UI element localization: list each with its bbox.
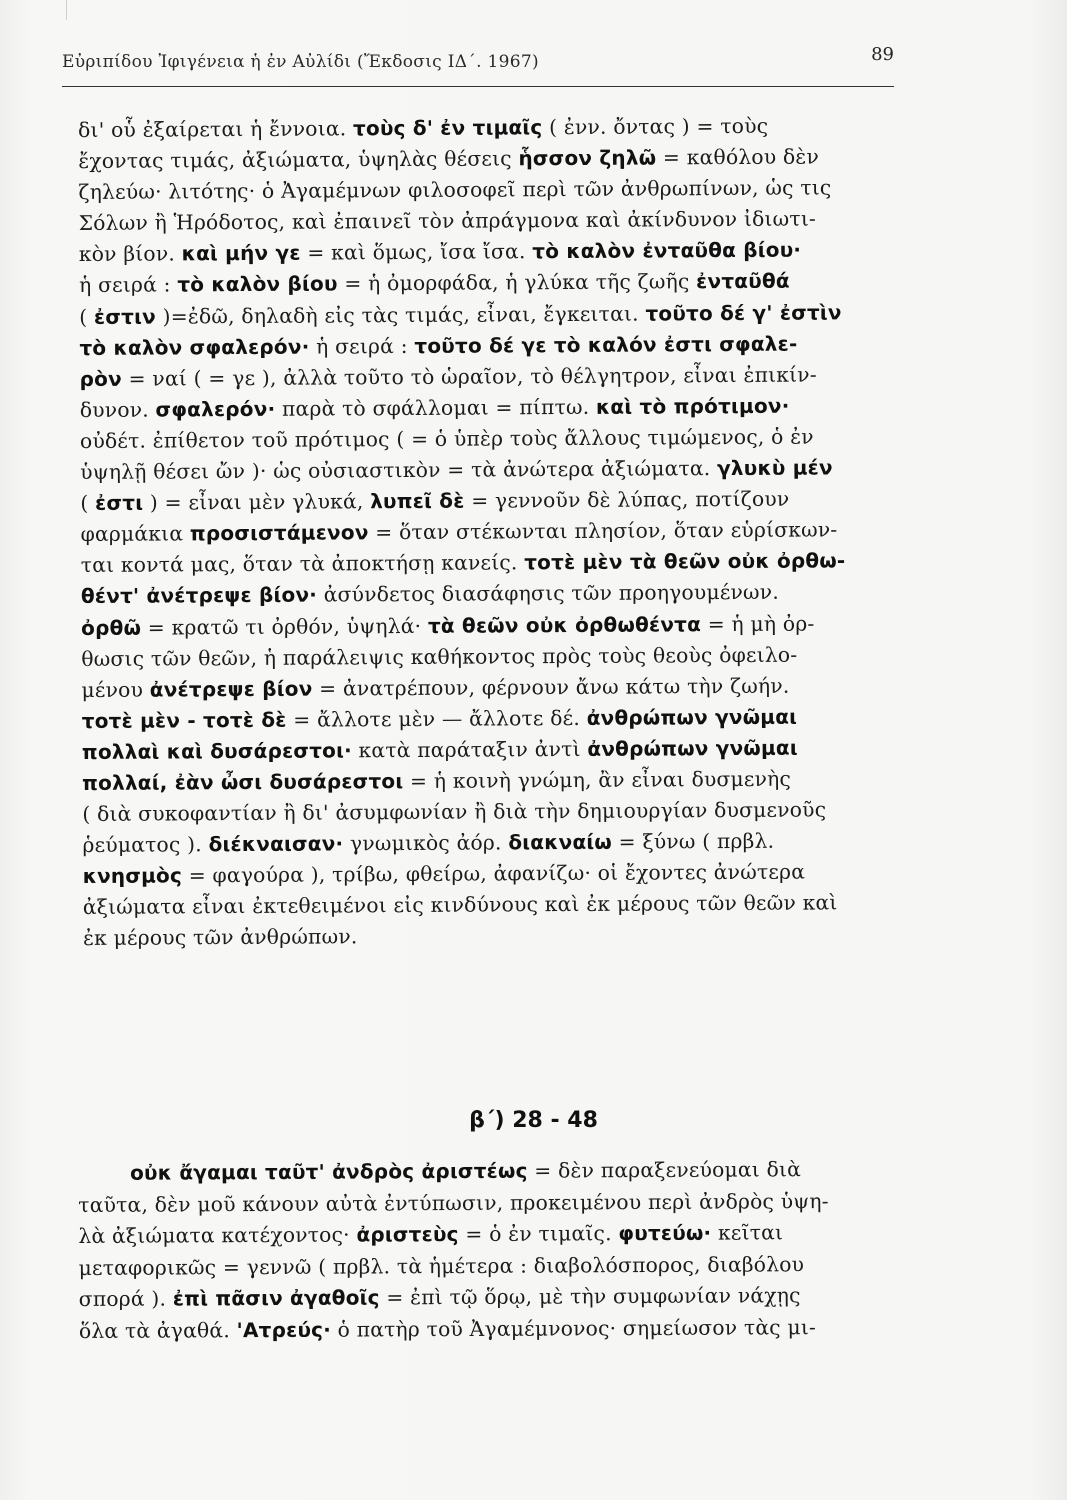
lemma-term: τοὺς δ' ἐν τιμαῖς bbox=[352, 115, 543, 141]
lemma-term: οὐκ ἄγαμαι ταῦτ' ἀνδρὸς ἀριστέως bbox=[130, 1158, 528, 1185]
text-line bbox=[79, 203, 907, 239]
lemma-term: ἐστιν bbox=[93, 304, 156, 329]
lemma-term: ρὸν bbox=[79, 366, 122, 391]
lemma-term: θέντ' ἀνέτρεψε βίον· bbox=[80, 582, 318, 609]
gloss-text: = ἡ κοινὴ γνώμη, ἂν εἶναι δυσμενὴς bbox=[403, 766, 792, 793]
text-line bbox=[81, 607, 909, 643]
gloss-text: ( ἐνν. ὄντας ) = τοὺς bbox=[542, 113, 769, 140]
gloss-text: Σόλων ἢ Ἡρόδοτος, καὶ ἐπαινεῖ τὸν ἀπράγμονα καὶ ἀκίνδυνον ἰδιωτι- bbox=[78, 206, 817, 236]
text-line bbox=[82, 701, 910, 737]
text-line bbox=[81, 545, 909, 581]
gloss-text: ἡ σειρά : bbox=[78, 272, 178, 298]
gloss-text: σπορά ). bbox=[78, 1286, 173, 1312]
gloss-text: ἀξιώματα εἶναι ἐκτεθειμένοι εἰς κινδύνους καὶ ἐκ μέρους τῶν θεῶν καὶ bbox=[82, 890, 838, 920]
text-line bbox=[79, 1312, 907, 1348]
text-line bbox=[81, 639, 909, 675]
gloss-text: ὅλα τὰ ἀγαθά. bbox=[78, 1318, 237, 1343]
gloss-text: ὑψηλῇ θέσει ὤν )· ὡς οὐσιαστικὸν = τὰ ἀνώτερα ἀξιώματα. bbox=[80, 456, 718, 485]
text-line bbox=[82, 763, 910, 799]
gloss-text: κατὰ παράταξιν ἀντὶ bbox=[351, 736, 588, 763]
gloss-text: ( διὰ συκοφαντίαν ἢ δι' ἀσυμφωνίαν ἢ διὰ τὴν δημιουργίαν δυσμενοῦς bbox=[82, 797, 827, 827]
lemma-term: ἀριστεὺς bbox=[356, 1222, 459, 1247]
text-line bbox=[82, 732, 910, 768]
text-line bbox=[80, 359, 908, 395]
lemma-term: τοτὲ μὲν τὰ θεῶν οὐκ ὀρθω- bbox=[524, 548, 846, 575]
gloss-text: = γεννοῦν δὲ λύπας, ποτίζουν bbox=[464, 486, 790, 513]
text-line bbox=[78, 1217, 906, 1253]
gloss-text: ἐκ μέρους τῶν ἀνθρώπων. bbox=[82, 924, 358, 951]
gloss-text: = καθόλου δὲν bbox=[656, 144, 820, 170]
gloss-text: = ὁ ἐν τιμαῖς. bbox=[458, 1221, 619, 1247]
gloss-text: = ἐπὶ τῷ ὅρῳ, μὲ τὴν συμφωνίαν νάχῃς bbox=[379, 1283, 801, 1310]
lemma-term: τοῦτο δέ γ' ἐστὶν bbox=[645, 299, 842, 326]
lemma-term: ἀνθρώπων γνῶμαι bbox=[587, 735, 798, 761]
gloss-text: λὰ ἀξιώματα κατέχοντος· bbox=[78, 1222, 357, 1249]
gloss-text: κεῖται bbox=[711, 1220, 784, 1245]
gloss-text: ῥεύματος ). bbox=[82, 832, 209, 858]
text-line bbox=[78, 1154, 906, 1190]
gloss-text: θωσις τῶν θεῶν, ἡ παράλειψις καθήκοντος πρὸς τοὺς θεοὺς ὀφειλο- bbox=[81, 642, 798, 671]
gloss-text: ( bbox=[79, 304, 95, 329]
gloss-text: = δὲν παραξενεύομαι διὰ bbox=[527, 1157, 802, 1183]
lemma-term: πολλαί, ἐὰν ὦσι δυσάρεστοι bbox=[82, 768, 404, 795]
lemma-term: κνησμὸς bbox=[82, 863, 183, 889]
gloss-text: φαρμάκια bbox=[80, 521, 190, 547]
gloss-text: ταῦτα, δὲν μοῦ κάνουν αὐτὰ ἐντύπωσιν, προκειμένου περὶ ἀνδρὸς ὑψη- bbox=[78, 1188, 829, 1217]
lemma-term: τοῦτο δέ γε τὸ καλόν ἐστι σφαλε- bbox=[414, 331, 798, 358]
lemma-term: 'Ατρεύς· bbox=[236, 1317, 332, 1343]
text-line bbox=[83, 918, 911, 954]
page-number: 89 bbox=[871, 44, 894, 65]
lemma-term: τοτὲ μὲν - τοτὲ δὲ bbox=[81, 707, 287, 733]
text-line bbox=[79, 234, 907, 270]
lemma-term: ἧσσον ζηλῶ bbox=[518, 145, 657, 171]
gloss-text: = ἡ μὴ ὀρ- bbox=[700, 611, 815, 636]
scan-artifact bbox=[66, 0, 67, 20]
gloss-text: ἀσύνδετος διασάφησις τῶν προηγουμένων. bbox=[316, 580, 780, 607]
lemma-term: προσιστάμενον bbox=[189, 520, 369, 546]
text-line bbox=[81, 670, 909, 706]
gloss-text: = καὶ ὅμως, ἴσα ἴσα. bbox=[300, 239, 533, 266]
text-line bbox=[80, 390, 908, 426]
lemma-term: ἐνταῦθά bbox=[696, 269, 790, 294]
gloss-text: ται κοντά μας, ὅταν τὰ ἀποκτήσῃ κανείς. bbox=[80, 550, 525, 578]
gloss-text: ἔχοντας τιμάς, ἀξιώματα, ὑψηλὰς θέσεις bbox=[78, 146, 519, 174]
lemma-term: λυπεῖ δὲ bbox=[370, 488, 465, 514]
commentary-paragraph-2 bbox=[78, 1154, 907, 1348]
header-title: Εὐριπίδου Ἰφιγένεια ἡ ἐν Αὐλίδι (Ἔκδοσις ΙΔ΄. 1967) bbox=[62, 52, 539, 72]
gloss-text: ὁ πατὴρ τοῦ Ἀγαμέμνονος· σημείωσον τὰς μι- bbox=[330, 1315, 817, 1342]
gloss-text: = φαγούρα ), τρίβω, φθείρω, ἀφανίζω· οἱ ἔχοντες ἀνώτερα bbox=[181, 859, 806, 888]
gloss-text: κὸν βίον. bbox=[78, 241, 182, 267]
lemma-term: ἐπὶ πᾶσιν ἀγαθοῖς bbox=[172, 1285, 380, 1311]
lemma-term: ἀνέτρεψε βίον bbox=[149, 676, 313, 702]
gloss-text: δυνον. bbox=[79, 397, 156, 422]
lemma-term: καὶ τὸ πρότιμον· bbox=[595, 393, 790, 419]
text-line bbox=[78, 110, 906, 146]
commentary-paragraph-1 bbox=[78, 110, 911, 955]
lemma-term: διακναίω bbox=[508, 829, 612, 855]
gloss-text: μεταφορικῶς = γεννῶ ( πρβλ. τὰ ἡμέτερα : διαβολόσπορος, διαβόλου bbox=[78, 1251, 805, 1280]
lemma-term: καὶ μήν γε bbox=[181, 241, 301, 266]
lemma-term: τὸ καλὸν βίου bbox=[177, 271, 338, 297]
gloss-text: οὐδέτ. ἐπίθετον τοῦ πρότιμος ( = ὁ ὑπὲρ τοὺς ἄλλους τιμώμενος, ὁ ἐν bbox=[79, 424, 814, 453]
text-line bbox=[80, 421, 908, 457]
text-line bbox=[81, 576, 909, 612]
gloss-text: παρὰ τὸ σφάλλομαι = πίπτω. bbox=[275, 394, 597, 421]
text-line bbox=[79, 265, 907, 301]
lemma-term: φυτεύω· bbox=[618, 1220, 712, 1246]
section-heading: β΄) 28 - 48 bbox=[469, 1108, 598, 1133]
text-line bbox=[78, 1248, 906, 1284]
text-line bbox=[79, 1280, 907, 1316]
text-line bbox=[80, 483, 908, 519]
gloss-text: ἡ σειρά : bbox=[309, 333, 415, 359]
gloss-text: ) = εἶναι μὲν γλυκά, bbox=[143, 489, 371, 515]
gloss-text: = ὅταν στέκωνται πλησίον, ὅταν εὑρίσκων- bbox=[368, 517, 838, 545]
text-line bbox=[83, 887, 911, 923]
lemma-term: ἐστι bbox=[95, 490, 144, 516]
gloss-text: = κρατῶ τι ὀρθόν, ὑψηλά· bbox=[141, 613, 428, 640]
text-line bbox=[82, 825, 910, 861]
gloss-text: ( bbox=[80, 491, 96, 516]
text-line bbox=[82, 794, 910, 830]
text-line bbox=[83, 856, 911, 892]
running-header bbox=[62, 42, 894, 87]
text-line bbox=[78, 141, 906, 177]
lemma-term: τὰ θεῶν οὐκ ὀρθωθέντα bbox=[427, 611, 702, 638]
gloss-text: = ναί ( = γε ), ἀλλὰ τοῦτο τὸ ὡραῖον, τὸ θέλγητρον, εἶναι ἐπικίν- bbox=[121, 362, 817, 391]
text-line bbox=[80, 514, 908, 550]
lemma-term: τὸ καλὸν σφαλερόν· bbox=[79, 334, 310, 360]
text-line bbox=[79, 328, 907, 364]
lemma-term: διέκναισαν· bbox=[208, 831, 344, 857]
gloss-text: = ἀνατρέπουν, φέρνουν ἄνω κάτω τὴν ζωήν. bbox=[312, 673, 790, 701]
gloss-text: = ξύνω ( πρβλ. bbox=[611, 828, 775, 854]
gloss-text: )=ἐδῶ, δηλαδὴ εἰς τὰς τιμάς, εἶναι, ἔγκειται. bbox=[155, 301, 646, 329]
text-line bbox=[80, 452, 908, 488]
gloss-text: μένου bbox=[81, 677, 150, 702]
lemma-term: ὀρθῶ bbox=[81, 615, 142, 640]
lemma-term: γλυκὺ μέν bbox=[716, 455, 833, 481]
gloss-text: δι' οὗ ἐξαίρεται ἡ ἔννοια. bbox=[78, 116, 354, 142]
gloss-text: = ἄλλοτε μὲν — ἄλλοτε δέ. bbox=[286, 705, 587, 732]
lemma-term: σφαλερόν· bbox=[155, 396, 276, 422]
text-line bbox=[79, 297, 907, 333]
lemma-term: πολλαὶ καὶ δυσάρεστοι· bbox=[81, 738, 352, 764]
gloss-text: = ἡ ὀμορφάδα, ἡ γλύκα τῆς ζωῆς bbox=[337, 269, 697, 296]
text-line bbox=[78, 1185, 906, 1221]
lemma-term: ἀνθρώπων γνῶμαι bbox=[586, 704, 798, 730]
gloss-text: γνωμικὸς ἀόρ. bbox=[343, 830, 509, 856]
text-line bbox=[78, 172, 906, 208]
lemma-term: τὸ καλὸν ἐνταῦθα βίου· bbox=[532, 237, 802, 264]
gloss-text: ζηλεύω· λιτότης· ὁ Ἀγαμέμνων φιλοσοφεῖ περὶ τῶν ἀνθρωπίνων, ὡς τις bbox=[78, 175, 832, 205]
